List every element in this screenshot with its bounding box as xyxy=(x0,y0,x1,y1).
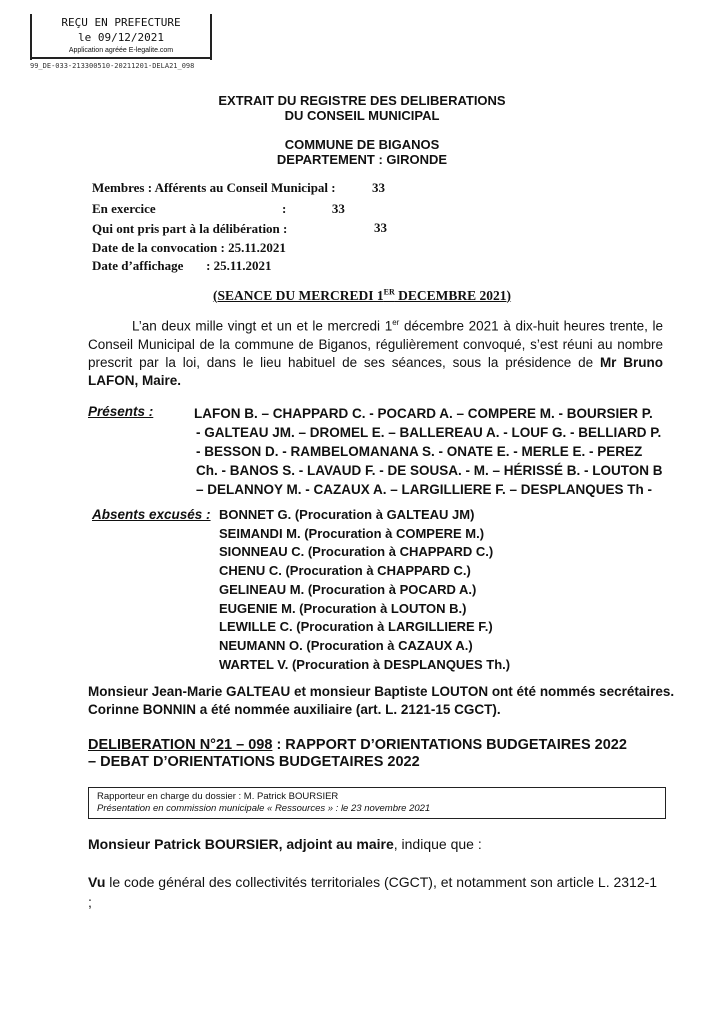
absent-item: BONNET G. (Procuration à GALTEAU JM) xyxy=(219,507,475,522)
header-registre xyxy=(0,93,724,123)
rapporteur-box xyxy=(88,787,666,819)
deliberation-title: DELIBERATION N°21 – 098 : RAPPORT D’ORIENTATIONS BUDGETAIRES 2022 – DEBAT D’ORIENTATIONS BUDGETAIRES 2022 xyxy=(88,737,627,770)
presents-line: - GALTEAU JM. – DROMEL E. – BALLEREAU A. - LOUF G. - BELLIARD P. xyxy=(196,425,662,440)
president-name: Mr Bruno LAFON, Maire. xyxy=(88,354,663,388)
presents-line: Ch. - BANOS S. - LAVAUD F. - DE SOUSA. - M. – HÉRISSÉ B. - LOUTON B xyxy=(196,463,663,478)
meta-label-convocation: Date de la convocation : 25.11.2021 xyxy=(92,240,286,255)
stamp-line-date: le 09/12/2021 xyxy=(77,31,165,44)
box-line-2: Présentation en commission municipale « Ressources » : le 23 novembre 2021 xyxy=(97,803,431,814)
presents-line: – DELANNOY M. - CAZAUX A. – LARGILLIERE F. – DESPLANQUES Th - xyxy=(196,482,653,497)
meta-value-exercice: : 33 xyxy=(282,201,345,216)
stamp-line-received: REÇU EN PREFECTURE xyxy=(61,16,181,29)
meta-label-affichage: Date d’affichage : 25.11.2021 xyxy=(92,258,272,273)
presents-list xyxy=(194,404,664,499)
absent-item: EUGENIE M. (Procuration à LOUTON B.) xyxy=(219,600,467,616)
absent-item: CHENU C. (Procuration à CHAPPARD C.) xyxy=(219,563,471,579)
absent-item: WARTEL V. (Procuration à DESPLANQUES Th.) xyxy=(219,656,511,672)
box-line-1: Rapporteur en charge du dossier : M. Patrick BOURSIER xyxy=(97,791,339,802)
meta-label-participants: Qui ont pris part à la délibération : xyxy=(92,221,288,236)
seance-title xyxy=(0,287,724,304)
absent-item: GELINEAU M. (Procuration à POCARD A.) xyxy=(219,581,477,597)
intro-paragraph: L’an deux mille vingt et un et le mercredi 1er décembre 2021 à dix-huit heures trente, le Conseil Municipal de la commune de Biganos, régulièrement convoqué, s’est réuni au nombre prescrit par la loi, dans le lieu habituel de ses séances, sous la présidence de Mr Bruno LAFON, Maire. xyxy=(88,318,663,388)
absents-label: Absents excusés : xyxy=(92,507,211,522)
header-commune xyxy=(0,137,724,167)
presents-label: Présents : xyxy=(88,404,154,419)
meta-label-exercice: En exercice xyxy=(92,201,156,216)
header-line-4: DEPARTEMENT : GIRONDE xyxy=(276,152,448,167)
meta-label-afferents: Membres : Afférents au Conseil Municipal : xyxy=(92,180,336,195)
meta-value-participants: 33 xyxy=(374,220,387,235)
stamp-bar xyxy=(32,57,210,59)
secretaires-line-1: Monsieur Jean-Marie GALTEAU et monsieur Baptiste LOUTON ont été nommés secrétaires. xyxy=(88,684,675,699)
rapporteur-name: Monsieur Patrick BOURSIER, adjoint au maire xyxy=(88,836,394,852)
stamp-id: 99_DE-033-213300510-20211201-DELA21_098 xyxy=(30,62,195,70)
absent-item: SIONNEAU C. (Procuration à CHAPPARD C.) xyxy=(219,544,494,560)
stamp-line-application: Application agréée E-legalite.com xyxy=(68,47,174,54)
absent-item: LEWILLE C. (Procuration à LARGILLIERE F.) xyxy=(219,619,493,635)
secretaires-line-2: Corinne BONNIN a été nommée auxiliaire (art. L. 2121-15 CGCT). xyxy=(88,702,501,717)
meta-value-afferents: 33 xyxy=(372,180,385,195)
header-line-2: DU CONSEIL MUNICIPAL xyxy=(284,108,440,123)
prefecture-stamp xyxy=(30,14,212,60)
header-line-1: EXTRAIT DU REGISTRE DES DELIBERATIONS xyxy=(218,93,506,108)
header-line-3: COMMUNE DE BIGANOS xyxy=(284,137,440,152)
rapporteur-line: Monsieur Patrick BOURSIER, adjoint au maire, indique que : xyxy=(88,836,482,852)
vu-paragraph: Vu le code général des collectivités territoriales (CGCT), et notamment son article L. 2312-1 ; xyxy=(88,874,658,910)
absent-item: SEIMANDI M. (Procuration à COMPERE M.) xyxy=(219,525,485,541)
deliberation-number: DELIBERATION N°21 – 098 xyxy=(88,737,273,753)
absents-list xyxy=(219,506,510,674)
presents-line: LAFON B. – CHAPPARD C. - POCARD A. – COMPERE M. - BOURSIER P. xyxy=(194,406,653,421)
absent-item: NEUMANN O. (Procuration à CAZAUX A.) xyxy=(219,637,473,653)
seance-text: (SEANCE DU MERCREDI 1ER DECEMBRE 2021) xyxy=(212,287,512,303)
secretaires xyxy=(88,683,674,719)
presents-line: - BESSON D. - RAMBELOMANANA S. - ONATE E. - MERLE E. - PEREZ xyxy=(196,444,643,459)
